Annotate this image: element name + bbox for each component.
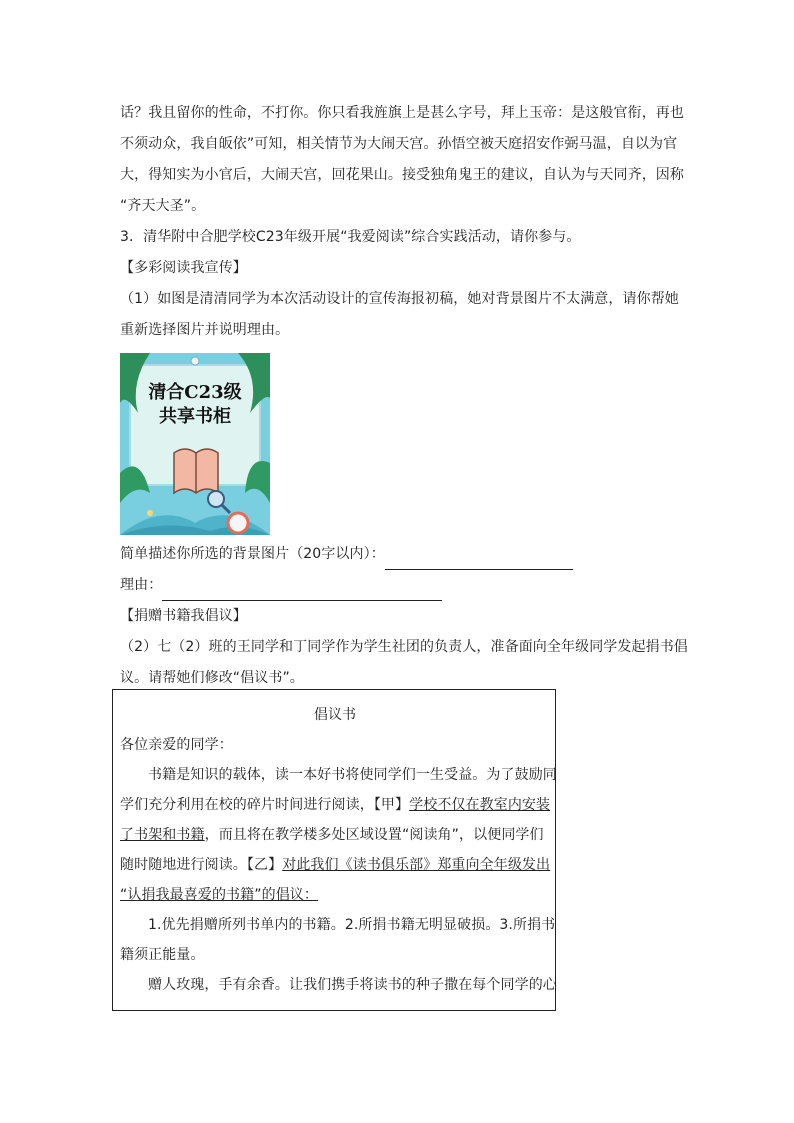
proposal-title: 倡议书	[313, 707, 357, 723]
proposal-text: ，而且将在教学楼多处区域设置“阅读角”，以便同学们	[204, 827, 544, 843]
poster-title-line-1: 清合C23级	[148, 382, 242, 403]
sentence-yi-part-2: “认捐我最喜爱的书籍”的倡议：	[120, 887, 319, 903]
proposal-items-line: 1.优先捐赠所列书单内的书籍。2.所捐书籍无明显破损。3.所捐书	[148, 917, 556, 933]
question-2-line: （2）七（2）班的王同学和丁同学作为学生社团的负责人，准备面向全年级同学发起捐书倡	[120, 639, 688, 655]
section-heading-donation: 【捐赠书籍我倡议】	[120, 608, 247, 624]
proposal-closing: 赠人玫瑰，手有余香。让我们携手将读书的种子撒在每个同学的心	[148, 977, 557, 993]
passage-line: 不须动众，我自皈依”可知，相关情节为大闹天宫。孙悟空被天庭招安作弼马温，自以为官	[120, 136, 678, 152]
sentence-jia-part-1: 学校不仅在教室内安装	[409, 797, 551, 813]
proposal-paragraph-line	[120, 820, 550, 850]
question-2-line: 议。请帮她们修改“倡议书”。	[120, 670, 304, 686]
proposal-greeting: 各位亲爱的同学：	[120, 737, 233, 753]
question-1-line: （1）如图是清清同学为本次活动设计的宣传海报初稿，她对背景图片不太满意，请你帮她	[120, 291, 679, 307]
passage-line: “齐天大圣”。	[120, 198, 206, 214]
proposal-text: 学们充分利用在校的碎片时间进行阅读，	[120, 797, 374, 813]
proposal-paragraph-line	[120, 850, 550, 880]
sentence-jia-part-2: 了书架和书籍	[120, 827, 205, 843]
describe-answer-blank[interactable]	[385, 551, 573, 570]
section-heading-publicity: 【多彩阅读我宣传】	[120, 260, 247, 276]
poster-title	[134, 381, 256, 429]
passage-line: 话？我且留你的性命，不打你。你只看我旌旗上是甚么字号，拜上玉帝：是这般官衔，再也	[120, 105, 684, 121]
reason-label: 理由：	[120, 577, 163, 593]
proposal-paragraph-line	[120, 790, 550, 820]
proposal-paragraph-line	[120, 880, 550, 910]
reason-answer-blank[interactable]	[162, 582, 442, 601]
sentence-yi-part-1: 对此我们《读书俱乐部》郑重向全年级发出	[282, 857, 551, 873]
reason-row	[120, 570, 680, 601]
passage-line: 大，得知实为小官后，大闹天宫，回花果山。接受独角鬼王的建议，自认为与天同齐，因称	[120, 167, 684, 183]
page-content	[120, 98, 688, 694]
describe-row	[120, 539, 680, 570]
describe-label: 简单描述你所选的背景图片（20字以内）：	[120, 546, 385, 562]
proposal-items-line: 籍须正能量。	[120, 947, 205, 963]
marker-jia: 【甲】	[373, 797, 410, 813]
question-3-stem: 3．清华附中合肥学校C23年级开展“我爱阅读”综合实践活动，请你参与。	[120, 229, 581, 245]
question-1-line: 重新选择图片并说明理由。	[120, 322, 290, 338]
proposal-text: 随时随地进行阅读。	[120, 857, 247, 873]
poster-title-line-2: 共享书柜	[159, 406, 231, 427]
proposal-box	[112, 689, 556, 1011]
proposal-paragraph-line: 书籍是知识的载体，读一本好书将使同学们一生受益。为了鼓励同	[148, 767, 557, 783]
marker-yi: 【乙】	[246, 857, 283, 873]
poster-image	[120, 353, 270, 535]
